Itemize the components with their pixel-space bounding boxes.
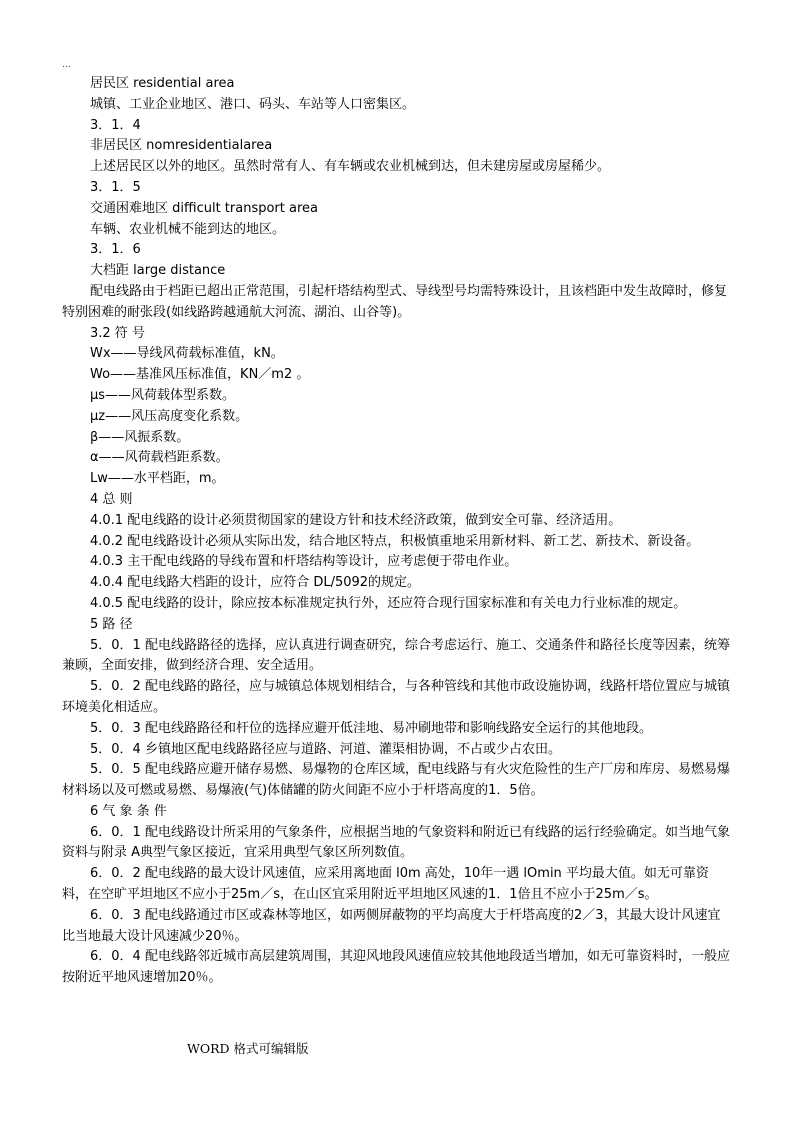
document-body (62, 74, 730, 989)
document-line-para: 5．0．2 配电线路的路径，应与城镇总体规划相结合，与各种管线和其他市政设施协调，线路杆塔位置应与城镇环境美化相适应。 (62, 679, 730, 715)
document-line-para: 6．0．4 配电线路邻近城市高层建筑周围，其迎风地段风速值应较其他地段适当增加，如无可靠资料时，一般应按附近平地风速增加20％。 (62, 949, 730, 986)
document-line-text: α——风荷载档距系数。 (90, 450, 229, 466)
page-top-mark: ... (62, 60, 71, 70)
document-line-para: 6．0．1 配电线路设计所采用的气象条件，应根据当地的气象资料和附近已有线路的运行经验确定。如当地气象资料与附录 A典型气象区接近，宜采用典型气象区所列数值。 (62, 824, 730, 861)
document-line-number: 3．1．4 (90, 117, 141, 133)
document-line-term: 大档距 large distance (90, 263, 226, 279)
document-line-text: Lw——水平档距，m。 (90, 471, 225, 487)
document-line-heading: 4 总 则 (90, 491, 133, 507)
document-line-heading: 6 气 象 条 件 (90, 803, 167, 819)
document-line-text: 车辆、农业机械不能到达的地区。 (90, 221, 286, 237)
document-line-para: 4.0.5 配电线路的设计，除应按本标准规定执行外，还应符合现行国家标准和有关电力行业标准的规定。 (90, 595, 687, 611)
document-line-text: 城镇、工业企业地区、港口、码头、车站等人口密集区。 (90, 96, 416, 112)
document-line-para: 6．0．2 配电线路的最大设计风速值，应采用离地面 l0m 高处，10年一遇 lOmin 平均最大值。如无可靠资料，在空旷平坦地区不应小于25m／s，在山区宜采用附近平坦地区风速的1．1倍且不应小于25m／s。 (62, 866, 709, 903)
document-line-term: 交通困难地区 difficult transport area (90, 200, 318, 216)
document-line-para: 配电线路由于档距已超出正常范围，引起杆塔结构型式、导线型号均需特殊设计，且该档距中发生故障时，修复特别困难的耐张段(如线路跨越通航大河流、湖泊、山谷等)。 (62, 283, 728, 320)
document-line-term: 居民区 residential area (90, 76, 235, 91)
document-line-para: 5．0．1 配电线路路径的选择，应认真进行调查研究，综合考虑运行、施工、交通条件和路径长度等因素，统筹兼顾，全面安排，做到经济合理、安全适用。 (62, 637, 730, 674)
document-line-text: μs——风荷载体型系数。 (90, 387, 236, 403)
document-line-heading: 3.2 符 号 (90, 325, 145, 341)
document-line-text: 5．0．4 乡镇地区配电线路路径应与道路、河道、灌渠相协调，不占或少占农田。 (90, 741, 561, 757)
document-line-heading: 5 路 径 (90, 616, 133, 632)
document-line-text: 上述居民区以外的地区。虽然时常有人、有车辆或农业机械到达，但未建房屋或房屋稀少。 (90, 159, 611, 175)
document-line-text: β——风振系数。 (90, 429, 190, 445)
document-line-text: Wo——基准风压标准值，KN／m2 。 (90, 367, 310, 383)
document-line-text: Wx——导线风荷载标准值，kN。 (90, 346, 284, 362)
page-footer: WORD 格式可编辑版 (187, 1041, 309, 1056)
document-line-text: 4.0.4 配电线路大档距的设计，应符合 DL/5092的规定。 (90, 575, 421, 591)
document-line-para: 4.0.2 配电线路设计必须从实际出发，结合地区特点，积极慎重地采用新材料、新工艺、新技术、新设备。 (90, 533, 700, 549)
document-line-text: 4.0.1 配电线路的设计必须贯彻国家的建设方针和技术经济政策，做到安全可靠、经济适用。 (90, 512, 622, 528)
document-line-text: μz——风压高度变化系数。 (90, 408, 249, 424)
document-line-text: 4.0.3 主干配电线路的导线布置和杆塔结构等设计，应考虑便于带电作业。 (90, 554, 518, 570)
document-line-term: 非居民区 nomresidentialarea (90, 138, 273, 154)
document-line-para: 6．0．3 配电线路通过市区或森林等地区，如两侧屏蔽物的平均高度大于杆塔高度的2／3，其最大设计风速宜比当地最大设计风速减少20％。 (62, 907, 721, 944)
document-line-number: 3．1．5 (90, 179, 141, 195)
document-line-number: 3．1．6 (90, 242, 141, 258)
document-line-para: 5．0．5 配电线路应避开储存易燃、易爆物的仓库区域，配电线路与有火灾危险性的生产厂房和库房、易燃易爆材料场以及可燃或易燃、易爆液(气)体储罐的防火间距不应小于杆塔高度的1．5倍。 (62, 762, 730, 799)
document-line-text: 5．0．3 配电线路路径和杆位的选择应避开低洼地、易冲刷地带和影响线路安全运行的其他地段。 (90, 720, 652, 736)
